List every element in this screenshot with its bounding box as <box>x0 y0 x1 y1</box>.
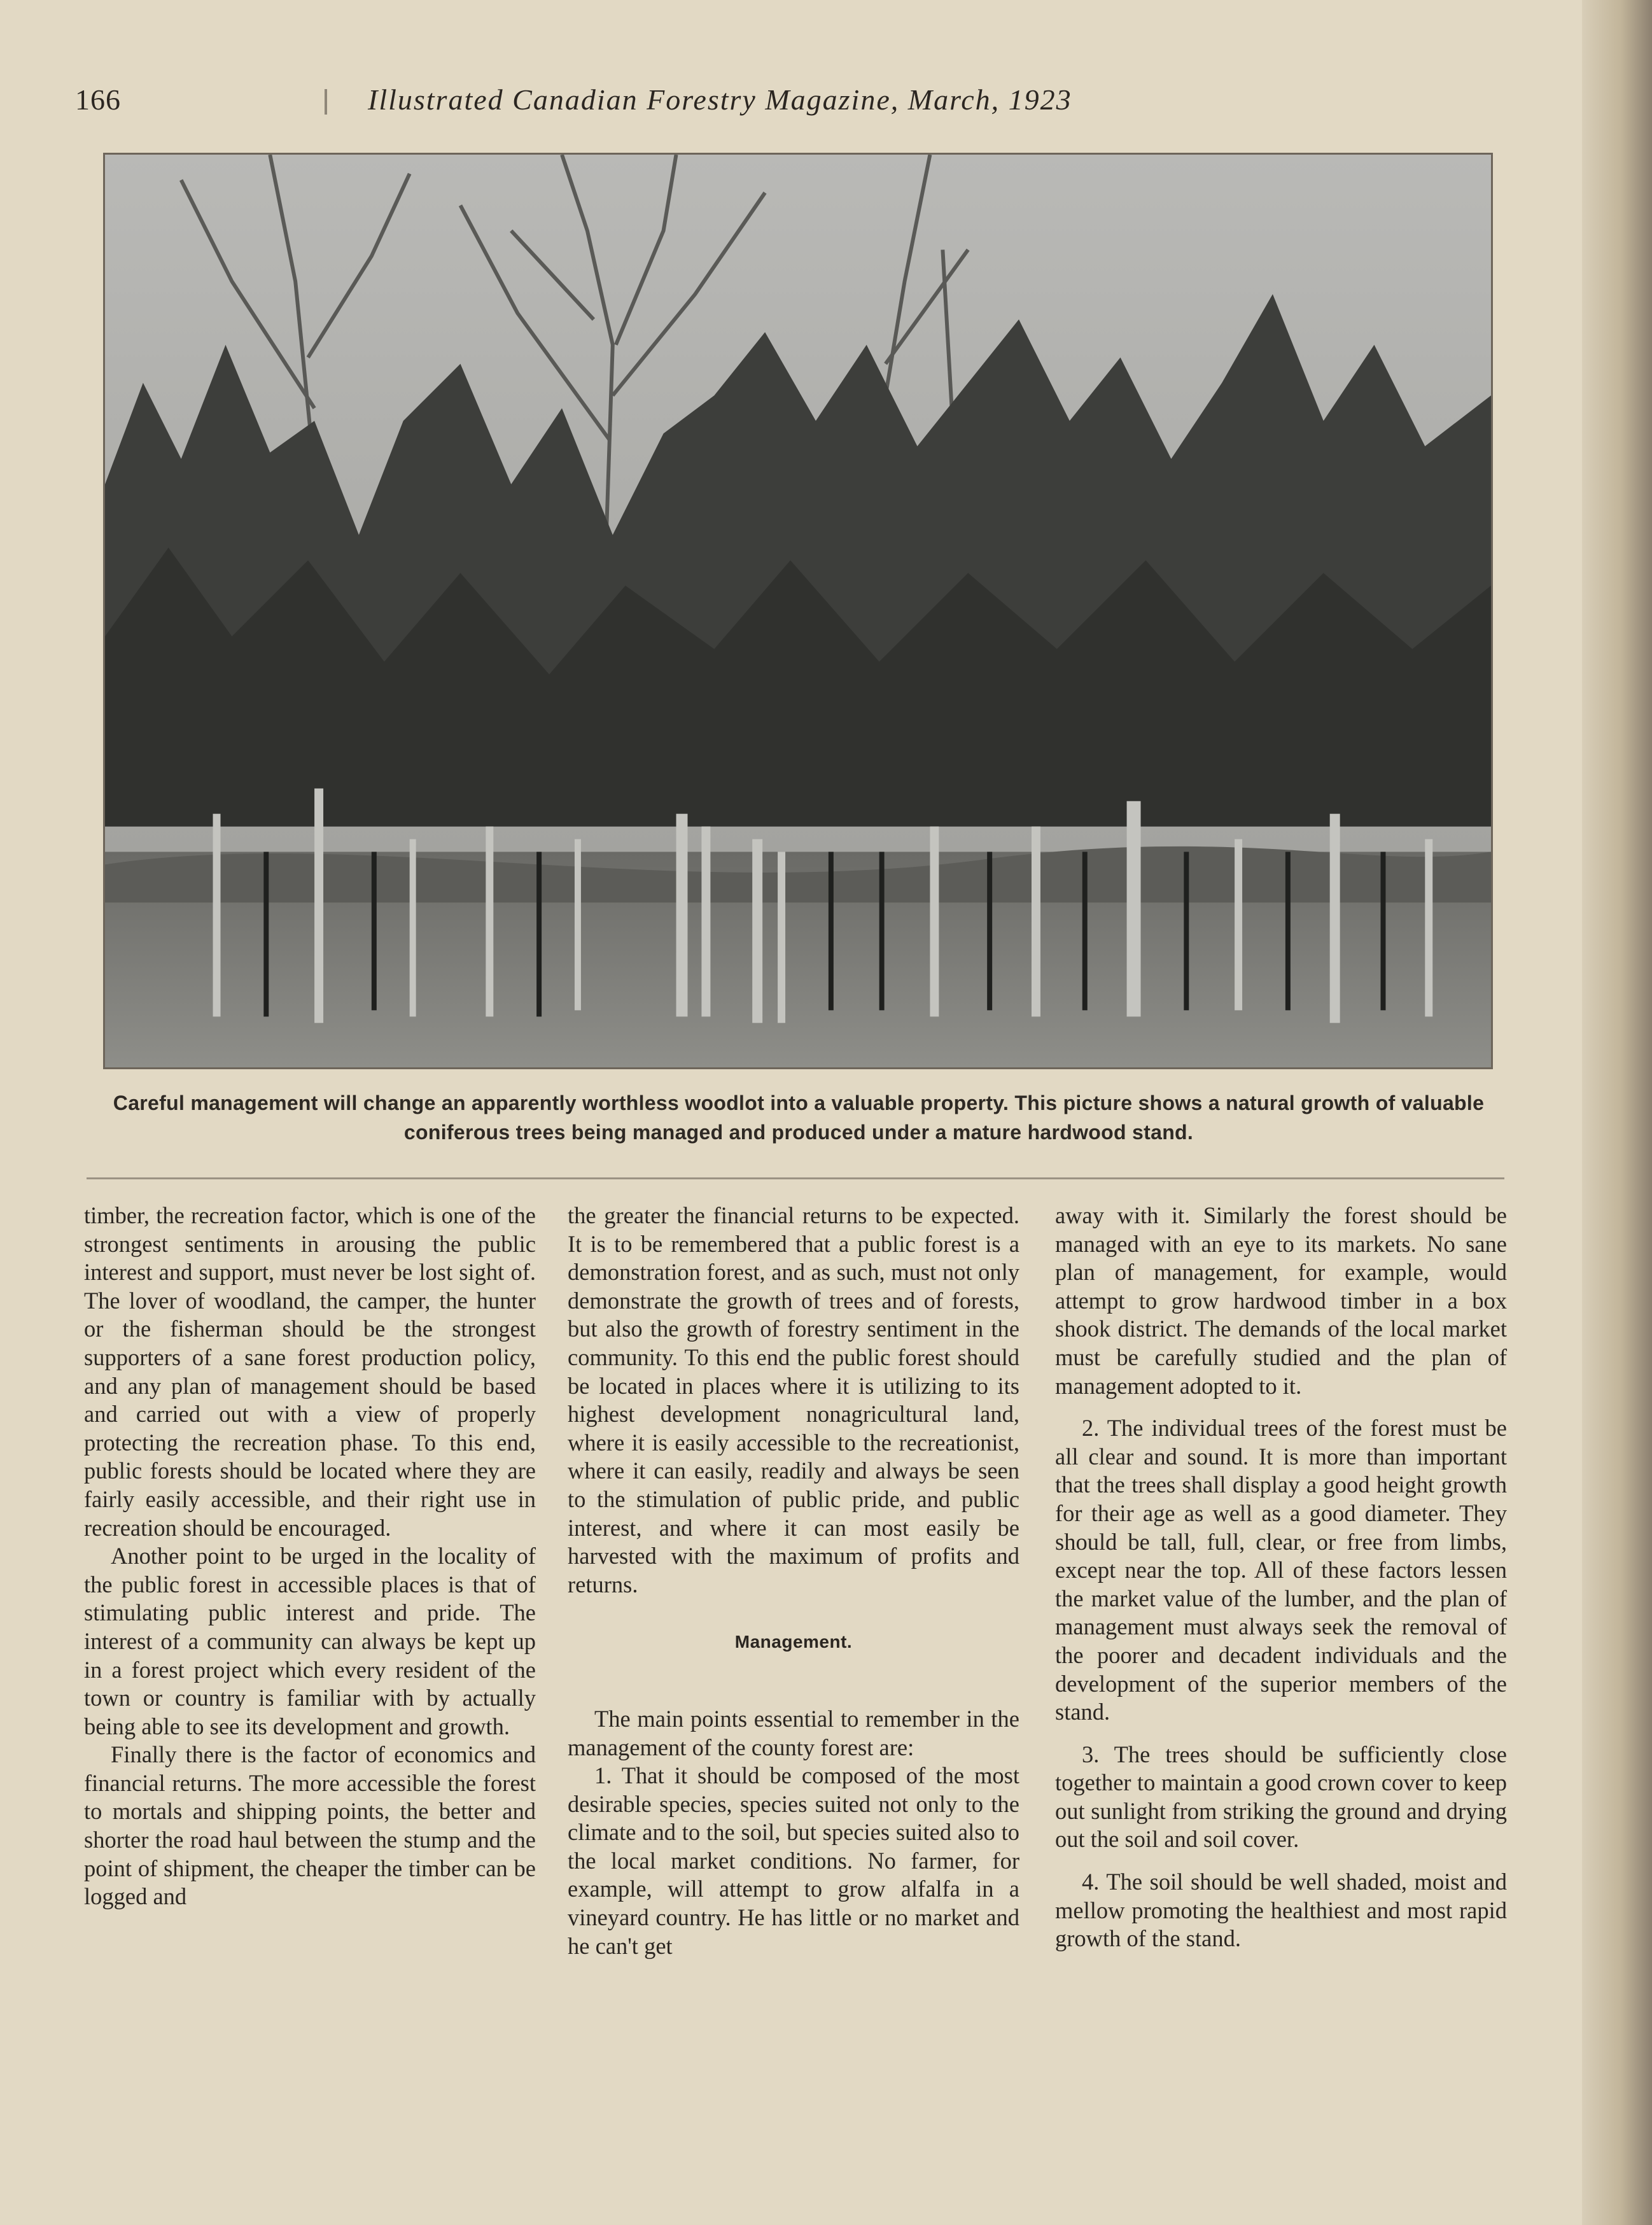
paragraph: 1. That it should be composed of the most desirable species, species suited not only to the climate and to the soil, but species suited also to the local market conditions. No farmer, for example, will attempt to grow alfalfa in a vineyard country. He has little or no market and he can't get <box>568 1762 1019 1959</box>
article-column-3 <box>1055 1202 1507 1953</box>
article-column-1 <box>84 1202 536 1911</box>
forest-photo-illustration <box>105 155 1491 1067</box>
photo-caption: Careful management will change an apparently worthless woodlot into a valuable property. This picture shows a natural growth of valuable coniferous trees being managed and produced under a mature hardwood stand. <box>113 1091 1485 1144</box>
paragraph: timber, the recreation factor, which is one of the strongest sentiments in arousing the public interest and support, must never be lost sight of. The lover of woodland, the camper, the hunter or the fisherman should be the strongest supporters of a sane forest production policy, and any plan of management should be based and carried out with a view of properly protecting the recreation phase. To this end, public forests should be located where they are fairly easily accessible, and their right use in recreation should be encouraged. <box>84 1202 536 1541</box>
page-edge-shadow <box>1582 0 1652 2225</box>
paragraph: the greater the financial returns to be expected. It is to be remembered that a public forest is a demonstration forest, and as such, must not only demonstrate the growth of trees and of forests, but also the growth of forestry sentiment in the community. To this end the public forest should be located in places where it is utilizing to its highest development nonagricultural land, where it is easily accessible to the recreationist, where it can easily, readily and always be seen to the stimulation of public pride, and public interest, and where it can most easily be harvested with the maximum of profits and returns. <box>568 1202 1019 1597</box>
page-number: 166 <box>75 83 121 116</box>
paragraph: The main points essential to remember in the management of the county forest are: <box>568 1705 1019 1760</box>
paragraph: Another point to be urged in the locality of the public forest in accessible places is that of stimulating public interest and pride. The interest of a community can always be kept up in a forest project which every resident of the town or country is familiar with by actually being able to see its development and growth. <box>84 1543 536 1739</box>
paragraph: 3. The trees should be sufficiently close together to maintain a good crown cover to keep out sunlight from striking the ground and drying out the soil and soil cover. <box>1055 1741 1507 1853</box>
forest-photograph <box>103 153 1493 1069</box>
caption-divider <box>87 1177 1504 1179</box>
magazine-title: Illustrated Canadian Forestry Magazine, March, 1923 <box>368 83 1072 116</box>
paragraph: 2. The individual trees of the forest must be all clear and sound. It is more than important that the trees shall display a good height growth for their age as well as a good diameter. They should be tall, full, clear, or free from limbs, except near the top. All of these factors lessen the market value of the lumber, and the plan of management must always seek the removal of the poorer and decadent individuals and the development of the superior members of the stand. <box>1055 1415 1507 1725</box>
header-separator <box>325 89 327 115</box>
paragraph: Finally there is the factor of economics and financial returns. The more accessible the forest to mortals and shipping points, the better and shorter the road haul between the stump and the point of shipment, the cheaper the timber can be logged and <box>84 1741 536 1910</box>
paragraph: away with it. Similarly the forest should be managed with an eye to its markets. No sane plan of management, for example, would attempt to grow hardwood timber in a box shook district. The demands of the local market must be carefully studied and the plan of management adopted to it. <box>1055 1202 1507 1399</box>
article-column-2 <box>568 1202 1019 1960</box>
paragraph: 4. The soil should be well shaded, moist and mellow promoting the healthiest and most rapid growth of the stand. <box>1055 1869 1507 1952</box>
running-header <box>75 83 1501 134</box>
section-heading: Management. <box>734 1632 853 1652</box>
